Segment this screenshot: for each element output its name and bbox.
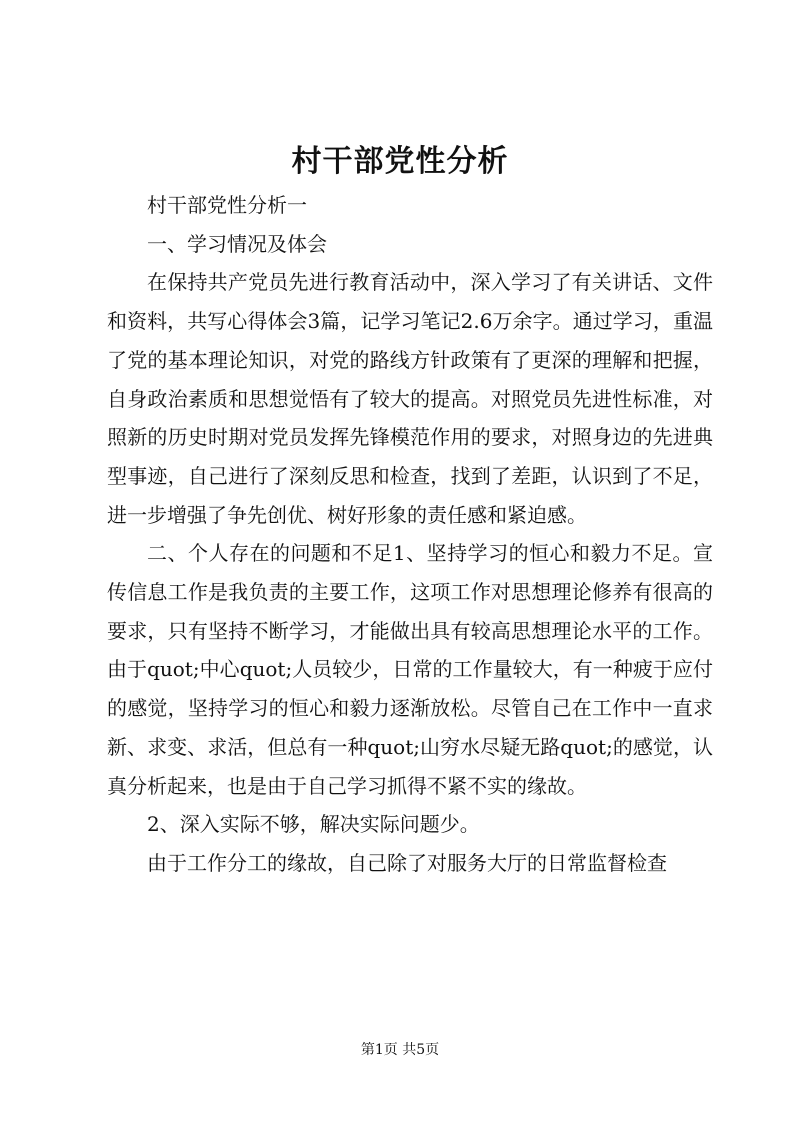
document-body <box>107 186 713 883</box>
paragraph-study-details: 在保持共产党员先进行教育活动中，深入学习了有关讲话、文件和资料，共写心得体会3篇，记学习笔记2.6万余字。通过学习，重温了党的基本理论知识，对党的路线方针政策有了更深的理解和把握，自身政治素质和思想觉悟有了较大的提高。对照党员先进性标准，对照新的历史时期对党员发挥先锋模范作用的要求，对照身边的先进典型事迹，自己进行了深刻反思和检查，找到了差距，认识到了不足，进一步增强了争先创优、树好形象的责任感和紧迫感。 <box>107 270 713 527</box>
paragraph-problems: 二、个人存在的问题和不足1、坚持学习的恒心和毅力不足。宣传信息工作是我负责的主要工作，这项工作对思想理论修养有很高的要求，只有坚持不断学习，才能做出具有较高思想理论水平的工作。由于quot;中心quot;人员较少，日常的工作量较大，有一种疲于应付的感觉，坚持学习的恒心和毅力逐渐放松。尽管自己在工作中一直求新、求变、求活，但总有一种quot;山穷水尽疑无路quot;的感觉，认真分析起来，也是由于自己学习抓得不紧不实的缘故。 <box>107 541 713 798</box>
document-title: 村干部党性分析 <box>291 144 509 179</box>
paragraph-section-heading: 村干部党性分析一 <box>147 193 307 217</box>
paragraph-work-division: 由于工作分工的缘故，自己除了对服务大厅的日常监督检查 <box>147 850 667 875</box>
paragraph-point-two: 2、深入实际不够，解决实际问题少。 <box>147 812 480 837</box>
page-footer: 第1页 共5页 <box>360 1042 440 1058</box>
paragraph-subheading-study: 一、学习情况及体会 <box>147 231 327 256</box>
